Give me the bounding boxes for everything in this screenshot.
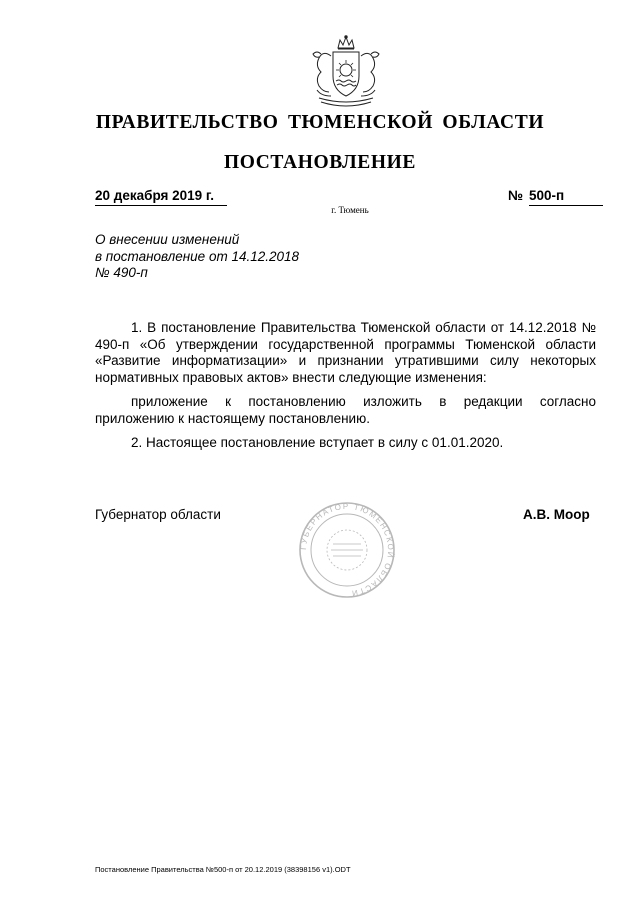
subject-line: О внесении изменений (95, 232, 240, 247)
subject-line: № 490-п (95, 265, 148, 280)
subject-line: в постановление от 14.12.2018 (95, 248, 300, 264)
organization-title: ПРАВИТЕЛЬСТВО ТЮМЕНСКОЙ ОБЛАСТИ (95, 112, 545, 133)
subject-block (95, 232, 299, 282)
document-number: 500-п (529, 187, 603, 206)
footer-filename: Постановление Правительства №500-п от 20.12.2019 (38398156 v1).ODT (95, 865, 351, 874)
svg-text:ГУБЕРНАТОР ТЮМЕНСКОЙ ОБЛАСТИ: ГУБЕРНАТОР ТЮМЕНСКОЙ ОБЛАСТИ (298, 501, 396, 598)
body-paragraph: приложение к постановлению изложить в редакции согласно приложению к настоящему постановлению. (95, 394, 596, 426)
signatory-position: Губернатор области (95, 507, 221, 522)
coat-of-arms-emblem (305, 34, 387, 108)
official-stamp (297, 500, 397, 600)
document-type-title: ПОСТАНОВЛЕНИЕ (223, 152, 417, 173)
city: г. Тюмень (331, 205, 369, 215)
document-date: 20 декабря 2019 г. (95, 187, 227, 206)
body-paragraph: 1. В постановление Правительства Тюменской области от 14.12.2018 № 490-п «Об утверждении государственной программы Тюменской области «Развитие информатизации» и признании утратившими силу некоторых нормативных правовых актов» внести следующие изменения: (95, 320, 596, 385)
signatory-name: А.В. Моор (523, 507, 590, 522)
body-text (95, 320, 596, 452)
body-paragraph: 2. Настоящее постановление вступает в силу с 01.01.2020. (131, 435, 504, 450)
number-label: № (508, 188, 524, 203)
